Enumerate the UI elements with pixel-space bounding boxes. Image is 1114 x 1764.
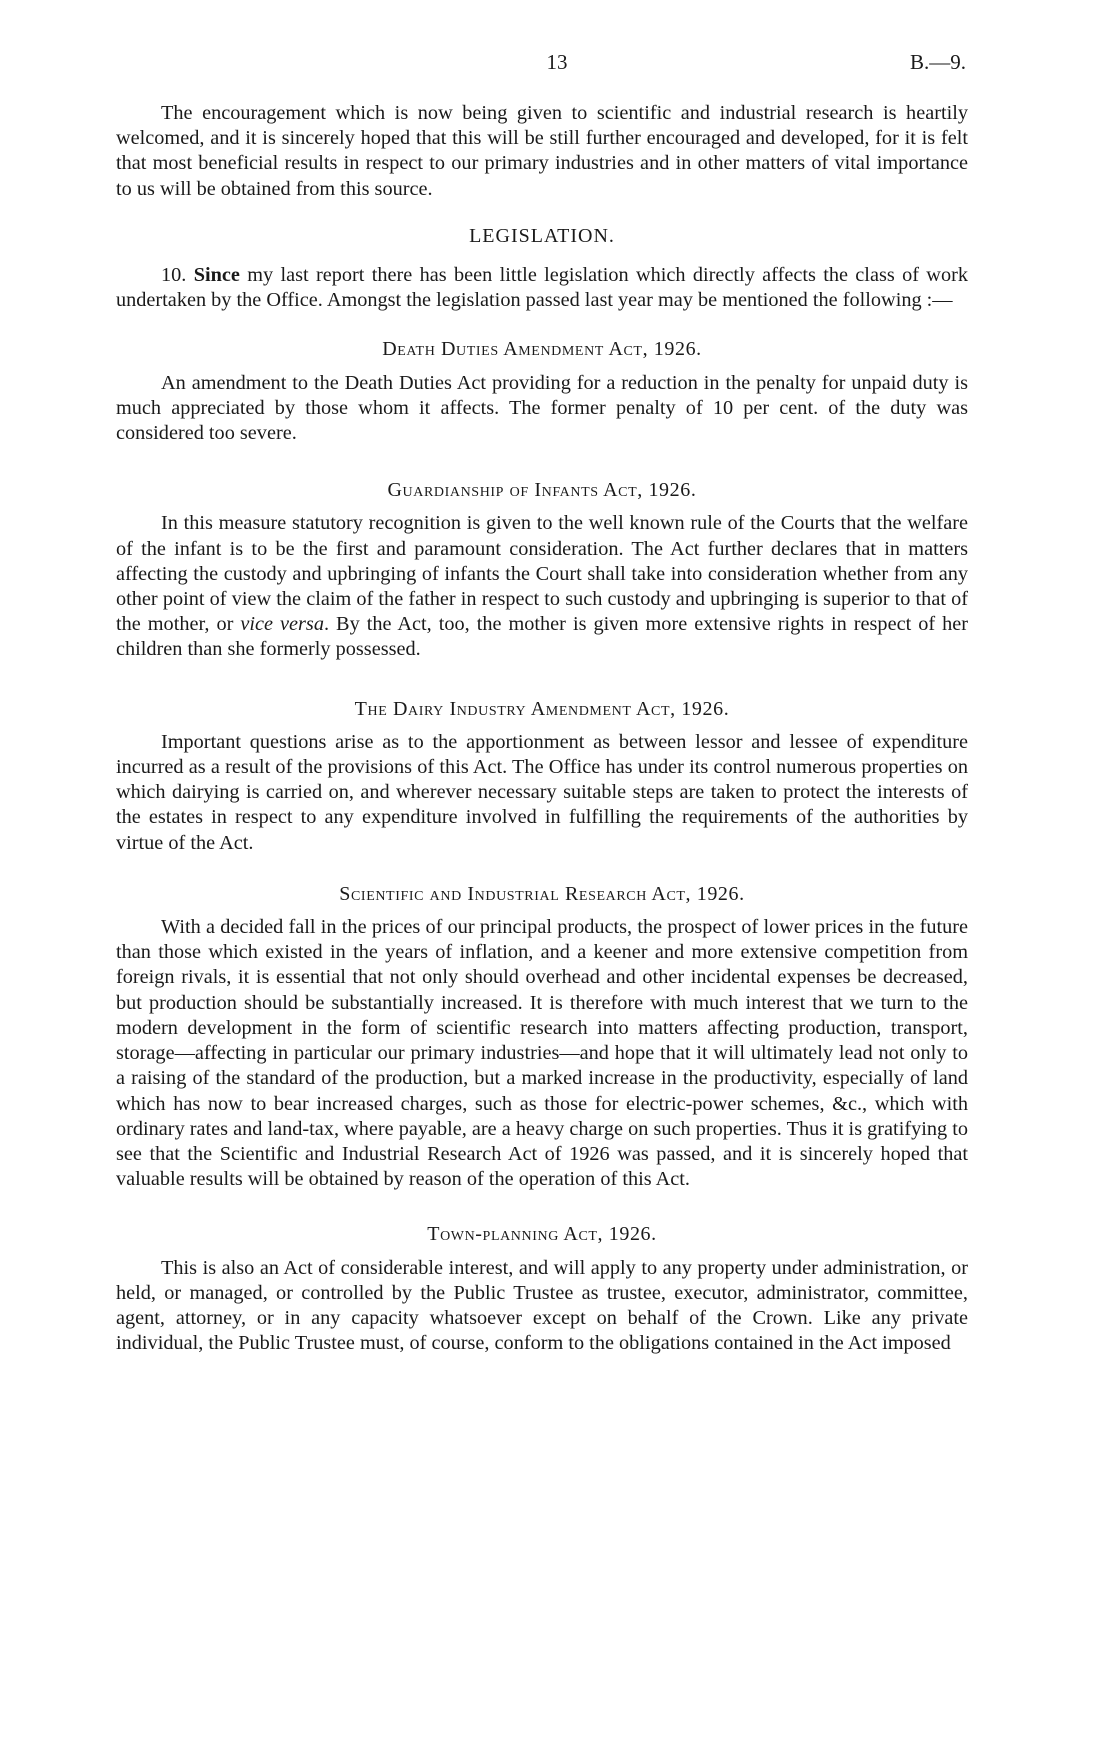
intro-paragraph: The encouragement which is now being given to scientific and industrial research is heartily welcomed, and it is sincerely hoped that this will be still further encouraged and developed, for it is felt that most beneficial results in respect to our primary industries and in other matters of vital importance to us will be obtained from this source. xyxy=(116,102,968,200)
act-body-scientific-research: With a decided fall in the prices of our principal products, the prospect of lower prices in the future than those which existed in the years of inflation, and a keener and more extensive competition from foreign rivals, it is essential that not only should overhead and other incidental expenses be decreased, but production should be substantially increased. It is therefore with much interest that we turn to the modern development in the form of scientific research into matters affecting production, transport, storage—affecting in particular our primary industries—and hope that it will ultimately lead not only to a raising of the standard of the production, but a marked increase in the productivity, especially of land which has now to bear increased charges, such as those for electric-power schemes, &c., which with ordinary rates and land-tax, where payable, are a heavy charge on such properties. Thus it is gratifying to see that the Scientific and Industrial Research Act of 1926 was passed, and it is sincerely hoped that valuable results will be obtained by reason of the operation of this Act. xyxy=(116,916,968,1191)
act-heading-town-planning: Town-planning Act, 1926. xyxy=(427,1223,657,1246)
act-heading-dairy-industry: The Dairy Industry Amendment Act, 1926. xyxy=(354,697,730,720)
act-heading-scientific-research: Scientific and Industrial Research Act, 1926. xyxy=(339,882,745,905)
legislation-paragraph xyxy=(116,263,968,313)
act-body-death-duties: An amendment to the Death Duties Act providing for a reduction in the penalty for unpaid duty is much appreciated by those whom it affects. The former penalty of 10 per cent. of the duty was considered too severe. xyxy=(116,371,968,445)
act-heading-death-duties: Death Duties Amendment Act, 1926. xyxy=(382,338,702,361)
section-heading-legislation: LEGISLATION. xyxy=(469,224,615,247)
act-heading-guardianship: Guardianship of Infants Act, 1926. xyxy=(387,479,697,502)
act-body-guardianship-italic: vice versa xyxy=(240,613,324,636)
paragraph-number: 10. xyxy=(161,264,187,287)
page-body xyxy=(116,101,968,1356)
paragraph-text: my last report there has been little legislation which directly affects the class of work undertaken by the Office. Amongst the legislation passed last year may be mentioned the following :— xyxy=(116,264,968,312)
document-reference: B.—9. xyxy=(909,50,966,74)
act-body-town-planning: This is also an Act of considerable interest, and will apply to any property under administration, or held, or managed, or controlled by the Public Trustee as trustee, executor, administrator, committee, agent, attorney, or in any capacity whatsoever except on behalf of the Crown. Like any private individual, the Public Trustee must, of course, conform to the obligations contained in the Act imposed xyxy=(116,1256,968,1355)
act-body-dairy-industry: Important questions arise as to the apportionment as between lessor and lessee of expenditure incurred as a result of the provisions of this Act. The Office has under its control numerous properties on which dairying is carried on, and wherever necessary suitable steps are taken to protect the interests of the estates in respect to any expenditure involved in fulfilling the requirements of the authorities by virtue of the Act. xyxy=(116,730,968,854)
page-number: 13 xyxy=(546,50,568,74)
act-body-guardianship-part2: . By the Act, too, the mother is given more extensive rights in respect of her children than she formerly possessed. xyxy=(116,613,968,661)
paragraph-lead-word: Since xyxy=(193,264,240,287)
act-body-guardianship xyxy=(116,511,968,662)
act-body-guardianship-part1: In this measure statutory recognition is given to the well known rule of the Courts that the welfare of the infant is to be the first and paramount consideration. The Act further declares that in matters affecting the custody and upbringing of infants the Court shall take into consideration whether from any other point of view the claim of the father in respect to such custody and upbringing is superior to that of the mother, or xyxy=(116,512,968,636)
